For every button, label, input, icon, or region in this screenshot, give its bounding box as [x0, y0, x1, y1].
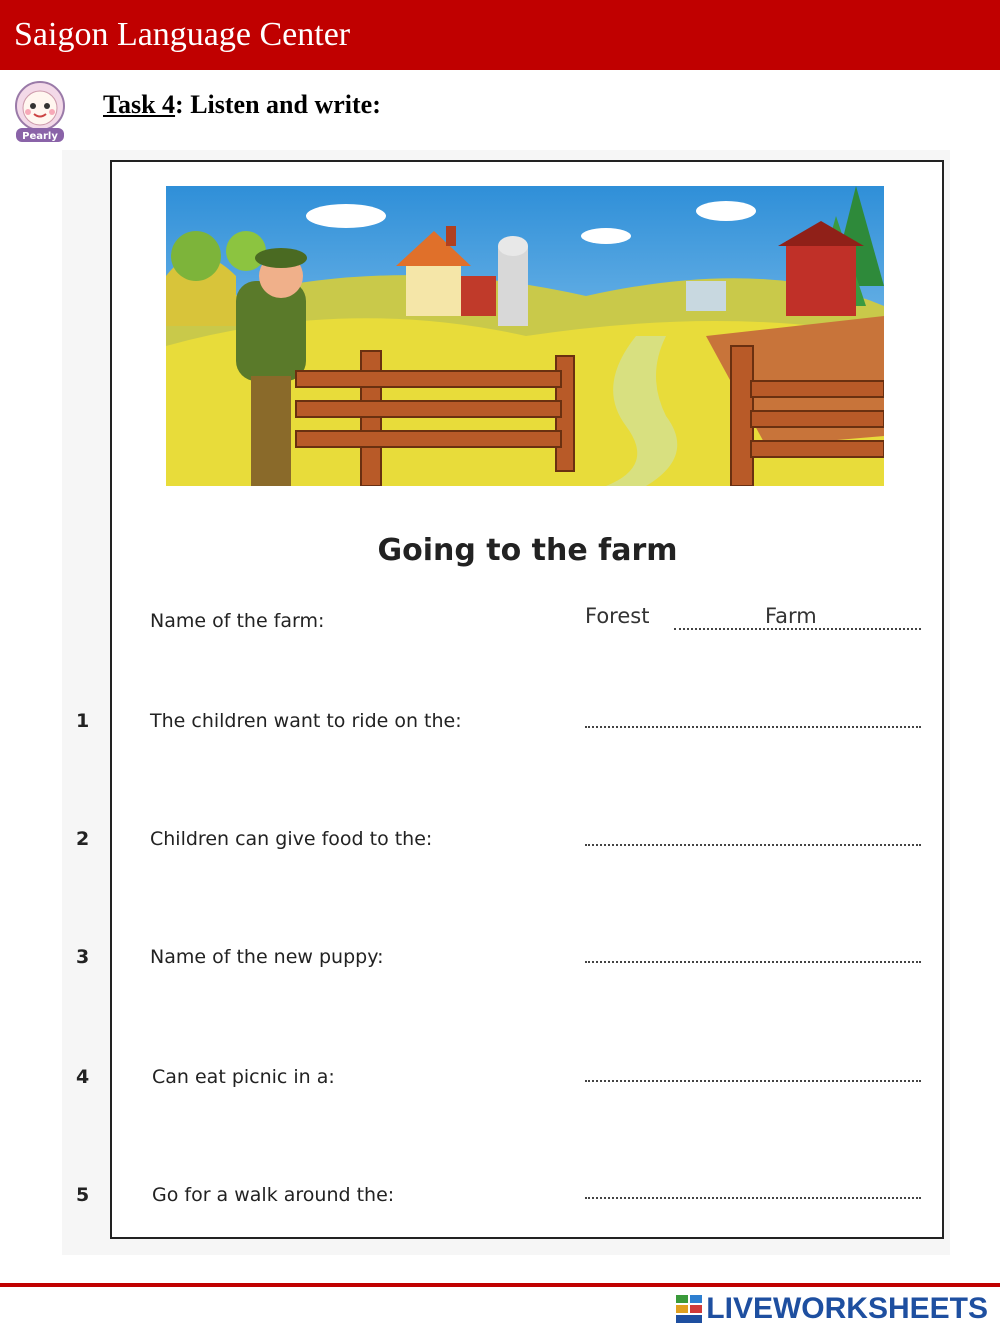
question-text-1: The children want to ride on the:: [150, 710, 462, 732]
question-number-4: 4: [76, 1066, 90, 1088]
question-text-2: Children can give food to the:: [150, 828, 433, 850]
pearly-mascot-icon: [6, 78, 74, 146]
example-answer-forest: Forest: [585, 604, 650, 628]
worksheet-title: Going to the farm: [377, 533, 678, 568]
footer-rule: [0, 1283, 1000, 1287]
answer-field-5[interactable]: [585, 1193, 921, 1199]
example-answer-farm: Farm: [765, 604, 817, 628]
question-text-5: Go for a walk around the:: [152, 1184, 395, 1206]
header-title: Saigon Language Center: [14, 16, 351, 53]
question-number-1: 1: [76, 710, 90, 732]
question-number-2: 2: [76, 828, 90, 850]
task-heading: [103, 90, 381, 120]
answer-field-4[interactable]: [585, 1076, 921, 1082]
answer-field-2[interactable]: [585, 840, 921, 846]
question-text-3: Name of the new puppy:: [150, 946, 384, 968]
answer-field-1[interactable]: [585, 722, 921, 728]
header-bar: [0, 0, 1000, 70]
question-number-3: 3: [76, 946, 90, 968]
farm-illustration: [166, 186, 884, 486]
question-number-5: 5: [76, 1184, 90, 1206]
pearly-logo-text: Pearly: [22, 131, 58, 142]
example-label: Name of the farm:: [150, 610, 325, 632]
question-text-4: Can eat picnic in a:: [152, 1066, 335, 1088]
answer-field-3[interactable]: [585, 957, 921, 963]
task-number: Task 4: [103, 90, 176, 119]
task-instruction: : Listen and write:: [175, 90, 381, 119]
footer-logo: [676, 1292, 988, 1326]
liveworksheets-logo-icon: [676, 1295, 702, 1323]
footer-brand[interactable]: LIVEWORKSHEETS: [706, 1292, 988, 1325]
